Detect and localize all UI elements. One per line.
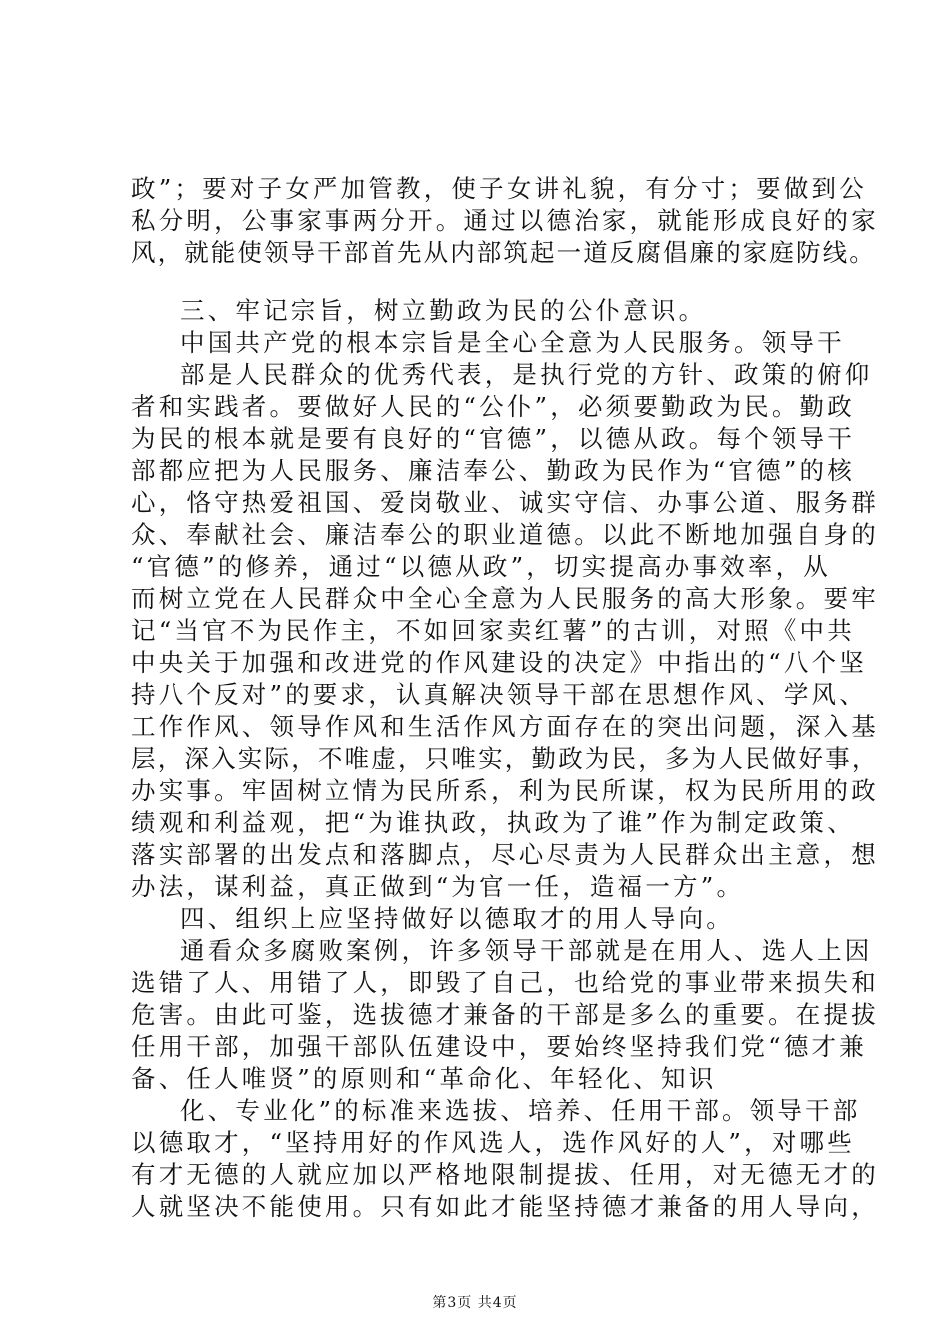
text-line: 选错了人、用错了人，即毁了自己，也给党的事业带来损失和 [131, 968, 879, 997]
text-line: 任用干部，加强干部队伍建设中，要始终坚持我们党“德才兼 [131, 1032, 867, 1061]
text-line: “官德”的修养，通过“以德从政”，切实提高办事效率，从 [131, 552, 831, 581]
text-line: 中国共产党的根本宗旨是全心全意为人民服务。领导干 [180, 328, 845, 357]
text-line: 部都应把为人民服务、廉洁奉公、勤政为民作为“官德”的核 [131, 456, 855, 485]
text-line: 工作作风、领导作风和生活作风方面存在的突出问题，深入基 [131, 712, 879, 741]
section-heading-3: 三、牢记宗旨，树立勤政为民的公仆意识。 [180, 296, 707, 325]
text-line: 危害。由此可鉴，选拔德才兼备的干部是多么的重要。在提拔 [131, 1000, 879, 1029]
text-line: 有才无德的人就应加以严格地限制提拔、任用，对无德无才的 [131, 1160, 879, 1189]
section-heading-4: 四、组织上应坚持做好以德取才的用人导向。 [180, 904, 734, 933]
text-line: 以德取才，“坚持用好的作风选人，选作风好的人”，对哪些 [131, 1128, 855, 1157]
text-line: 落实部署的出发点和落脚点，尽心尽责为人民群众出主意，想 [131, 840, 879, 869]
text-line: 办实事。牢固树立情为民所系，利为民所谋，权为民所用的政 [131, 776, 879, 805]
text-line: 备、任人唯贤”的原则和“革命化、年轻化、知识 [131, 1064, 717, 1093]
text-line: 政”；要对子女严加管教，使子女讲礼貌，有分寸；要做到公 [131, 174, 867, 203]
text-line: 私分明，公事家事两分开。通过以德治家，就能形成良好的家 [131, 206, 879, 235]
text-line: 部是人民群众的优秀代表，是执行党的方针、政策的俯仰 [180, 360, 873, 389]
text-line: 中央关于加强和改进党的作风建设的决定》中指出的“八个坚 [131, 648, 867, 677]
text-line: 持八个反对”的要求，认真解决领导干部在思想作风、学风、 [131, 680, 867, 709]
page-footer: 第3页 共4页 [432, 1295, 518, 1311]
text-line: 通看众多腐败案例，许多领导干部就是在用人、选人上因 [180, 936, 873, 965]
text-line: 人就坚决不能使用。只有如此才能坚持德才兼备的用人导向， [131, 1192, 879, 1221]
text-line: 层，深入实际，不唯虚，只唯实，勤政为民，多为人民做好事， [131, 744, 879, 773]
text-line: 心，恪守热爱祖国、爱岗敬业、诚实守信、办事公道、服务群 [131, 488, 879, 517]
text-line: 化、专业化”的标准来选拔、培养、任用干部。领导干部 [180, 1096, 861, 1125]
text-line: 绩观和利益观，把“为谁执政，执政为了谁”作为制定政策、 [131, 808, 855, 837]
text-line: 办法，谋利益，真正做到“为官一任，造福一方”。 [131, 872, 745, 901]
text-line: 记“当官不为民作主，不如回家卖红薯”的古训，对照《中共 [131, 616, 855, 645]
text-line: 为民的根本就是要有良好的“官德”，以德从政。每个领导干 [131, 424, 855, 453]
text-line: 众、奉献社会、廉洁奉公的职业道德。以此不断地加强自身的 [131, 520, 879, 549]
text-line: 者和实践者。要做好人民的“公仆”，必须要勤政为民。勤政 [131, 392, 855, 421]
text-line: 而树立党在人民群众中全心全意为人民服务的高大形象。要牢 [131, 584, 879, 613]
text-line: 风，就能使领导干部首先从内部筑起一道反腐倡廉的家庭防线。 [131, 238, 876, 267]
